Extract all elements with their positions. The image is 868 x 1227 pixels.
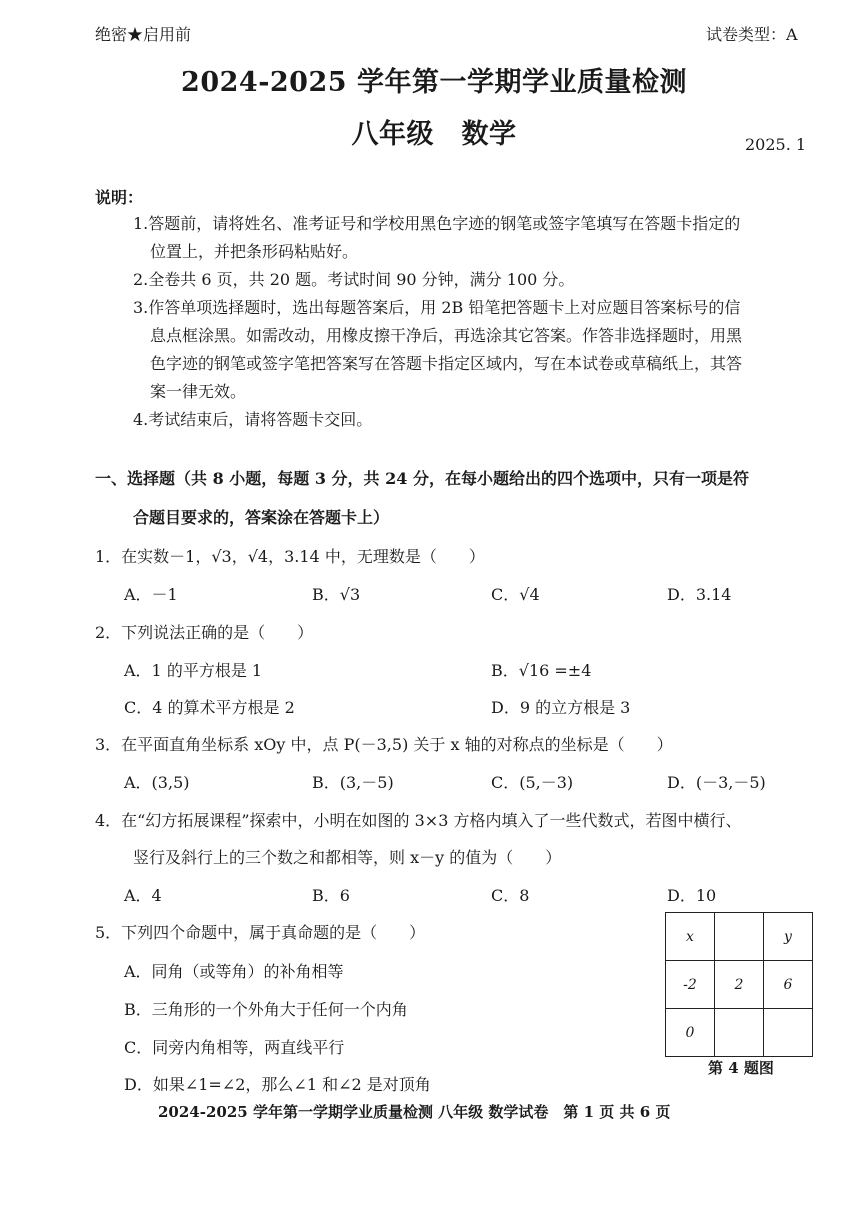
question-3-option-d: D．(－3,－5) [667,773,766,792]
question-2-option-c: C．4 的算术平方根是 2 [124,698,295,717]
instruction-line: 3.作答单项选择题时，选出每题答案后，用 2B 铅笔把答题卡上对应题目答案标号的信 [133,298,741,317]
question-1-option-a: A．－1 [124,585,178,604]
question-2-stem: 2．下列说法正确的是（ ） [95,623,314,642]
question-1-option-c: C．√4 [491,585,540,604]
instructions-heading: 说明： [95,188,144,207]
question-1-option-b: B．√3 [312,585,361,604]
instruction-line: 4.考试结束后，请将答题卡交回。 [133,410,373,429]
grid-cell: x [666,913,715,961]
grid-cell [715,1009,764,1057]
instruction-line: 2.全卷共 6 页，共 20 题。考试时间 90 分钟，满分 100 分。 [133,270,575,289]
exam-title: 2024-2025 学年第一学期学业质量检测 [181,67,687,98]
paper-type: 试卷类型：A [706,25,798,44]
question-4-option-a: A．4 [124,886,162,905]
question-3-stem: 3．在平面直角坐标系 xOy 中，点 P(－3,5) 关于 x 轴的对称点的坐标是（ ） [95,735,673,754]
question-3-option-c: C．(5,－3) [491,773,574,792]
figure-caption: 第 4 题图 [708,1059,774,1077]
instruction-line: 案一律无效。 [150,382,247,401]
question-2-option-a: A．1 的平方根是 1 [124,661,263,680]
question-1-option-d: D．3.14 [667,585,732,604]
secret-label: 绝密★启用前 [95,25,192,44]
question-2-option-b: B．√16 =±4 [491,661,592,680]
section-heading-cont: 合题目要求的，答案涂在答题卡上） [133,508,390,527]
instruction-line: 位置上，并把条形码粘贴好。 [150,242,359,261]
grid-cell [715,913,764,961]
grid-cell: 6 [764,961,813,1009]
question-4-stem: 4．在“幻方拓展课程”探索中，小明在如图的 3×3 方格内填入了一些代数式，若图中横行、 [95,811,742,830]
question-5-option-b: B．三角形的一个外角大于任何一个内角 [124,1000,408,1019]
section-heading: 一、选择题（共 8 小题，每题 3 分，共 24 分，在每小题给出的四个选项中，只有一项是符 [95,469,749,488]
question-5-option-c: C．同旁内角相等，两直线平行 [124,1038,345,1057]
question-3-option-b: B．(3,－5) [312,773,394,792]
question-4-option-c: C．8 [491,886,530,905]
question-4-option-b: B．6 [312,886,350,905]
question-3-option-a: A．(3,5) [124,773,190,792]
question-4-option-d: D．10 [667,886,717,905]
magic-square-grid [665,912,813,1057]
instruction-line: 1.答题前，请将姓名、准考证号和学校用黑色字迹的钢笔或签字笔填写在答题卡指定的 [133,214,741,233]
grid-cell: -2 [666,961,715,1009]
question-2-option-d: D．9 的立方根是 3 [491,698,631,717]
grid-cell [764,1009,813,1057]
instruction-line: 色字迹的钢笔或签字笔把答案写在答题卡指定区域内，写在本试卷或草稿纸上，其答 [150,354,743,373]
exam-date: 2025. 1 [745,135,807,154]
grid-cell: 0 [666,1009,715,1057]
question-5-option-d: D．如果∠1=∠2，那么∠1 和∠2 是对顶角 [124,1075,431,1094]
question-5-stem: 5．下列四个命题中，属于真命题的是（ ） [95,923,426,942]
question-1-stem: 1．在实数－1，√3，√4，3.14 中，无理数是（ ） [95,547,485,566]
grid-cell: 2 [715,961,764,1009]
grid-cell: y [764,913,813,961]
page-footer: 2024-2025 学年第一学期学业质量检测 八年级 数学试卷 第 1 页 共 6 页 [158,1103,671,1121]
instruction-line: 息点框涂黑。如需改动，用橡皮擦干净后，再选涂其它答案。作答非选择题时，用黑 [150,326,743,345]
exam-subtitle: 八年级 数学 [351,119,517,150]
question-4-stem-cont: 竖行及斜行上的三个数之和都相等，则 x－y 的值为（ ） [133,848,562,867]
question-5-option-a: A．同角（或等角）的补角相等 [124,962,344,981]
